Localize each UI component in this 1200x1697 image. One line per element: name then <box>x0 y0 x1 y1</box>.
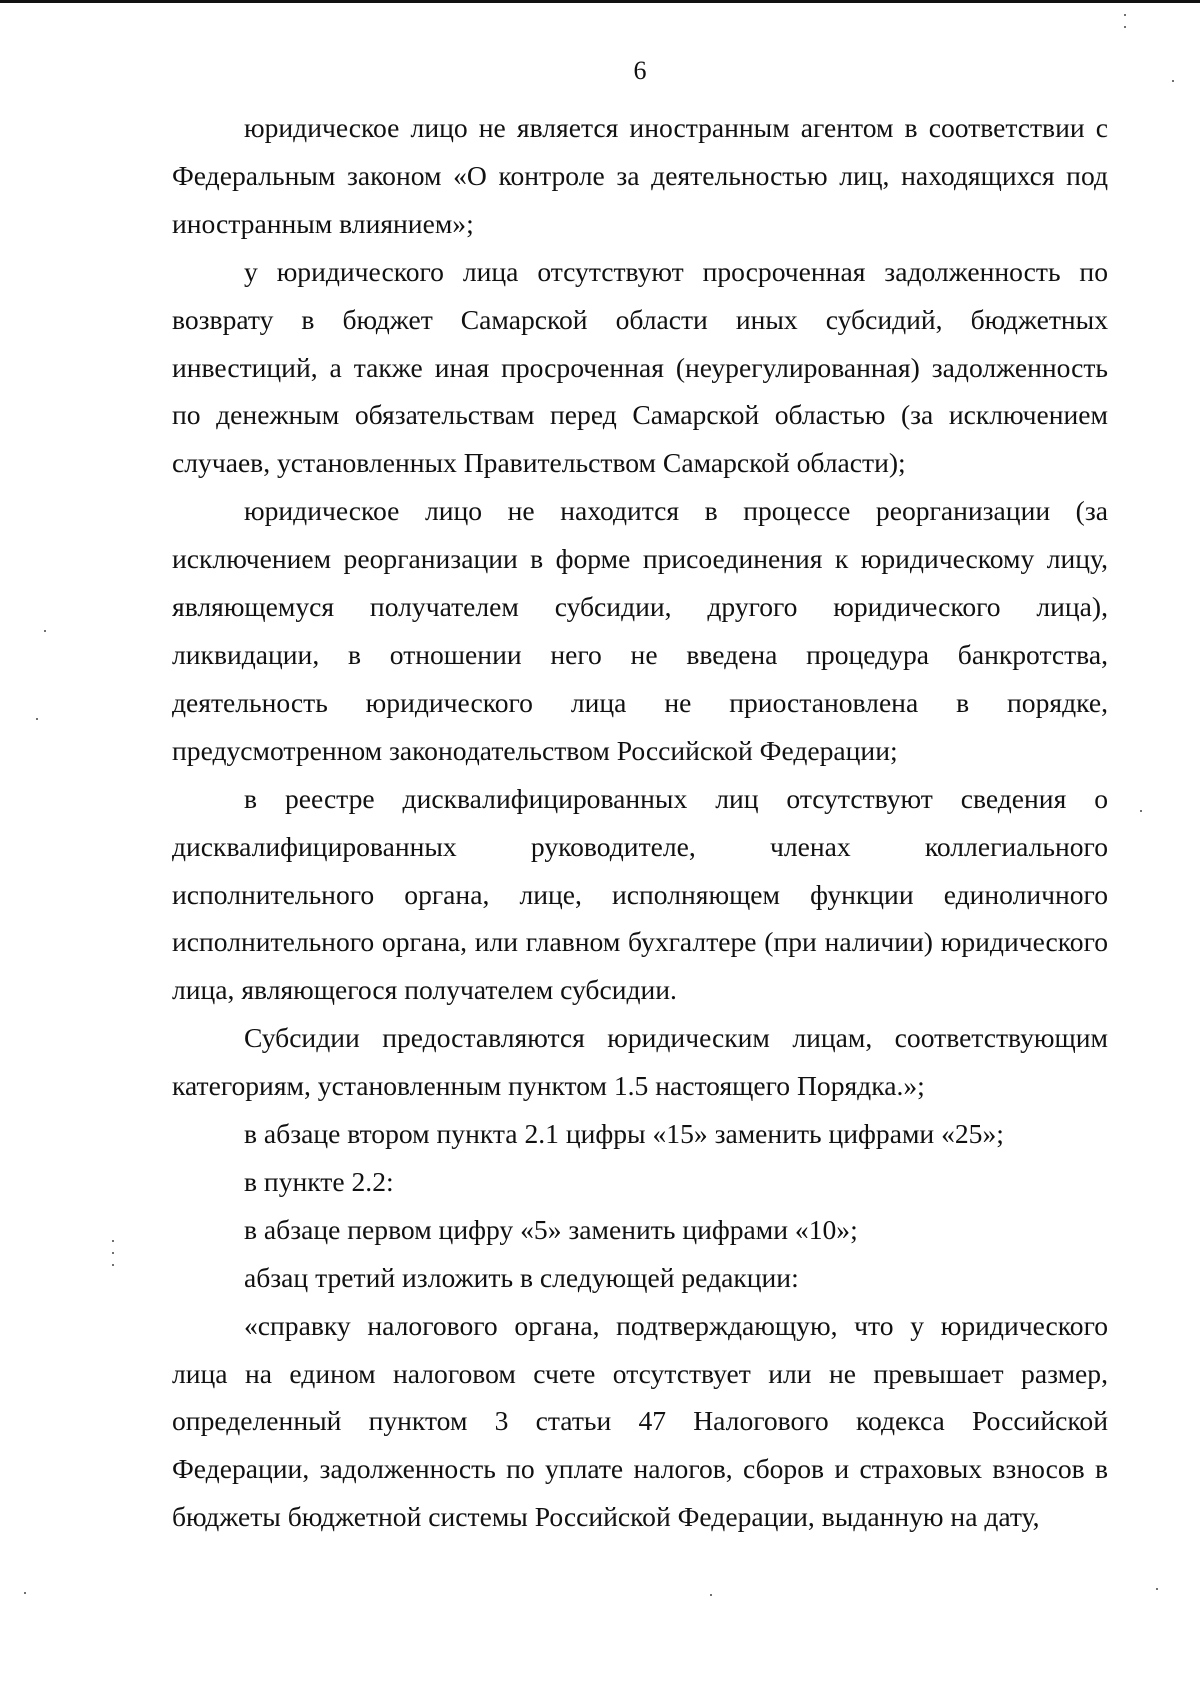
scan-speck <box>112 1252 114 1254</box>
paragraph-first-subparagraph: в абзаце первом цифру «5» заменить цифрами «10»; <box>244 1213 858 1245</box>
scan-speck <box>44 630 46 632</box>
scan-speck <box>24 1592 26 1594</box>
paragraph-overdue-debt: у юридического лица отсутствуют просроченная задолженность по возврату в бюджет Самарской области иных субсидий, бюджетных инвестиций, а также иная просроченная (неурегулированная) задолженность по денежным обязательствам перед Самарской областью (за исключением случаев, установленных Правительством Самарской области); <box>172 255 1108 479</box>
paragraph-tax-certificate: «справку налогового органа, подтверждающую, что у юридического лица на едином налоговом счете отсутствует или не превышает размер, определенный пунктом 3 статьи 47 Налогового кодекса Российской Федерации, задолженность по уплате налогов, сборов и страховых взносов в бюджеты бюджетной системы Российской Федерации, выданную на дату, <box>172 1309 1108 1533</box>
paragraph-foreign-agent: юридическое лицо не является иностранным агентом в соответствии с Федеральным законом «О контроле за деятельностью лиц, находящихся под иностранным влиянием»; <box>172 112 1108 239</box>
scan-speck <box>1124 14 1126 16</box>
scan-speck <box>1140 810 1142 812</box>
paragraph-subsidy-categories: Субсидии предоставляются юридическим лицам, соответствующим категориям, установленным пунктом 1.5 настоящего Порядка.»; <box>172 1022 1108 1102</box>
paragraph-clause-2-2: в пункте 2.2: <box>244 1165 394 1197</box>
top-border-line <box>0 0 1200 3</box>
scan-speck <box>1172 80 1174 82</box>
scan-speck <box>112 1240 114 1242</box>
scan-speck <box>1156 1588 1158 1590</box>
scan-speck <box>710 1594 712 1596</box>
document-body <box>172 104 1108 1541</box>
paragraph-amendment-2-1: в абзаце втором пункта 2.1 цифры «15» заменить цифрами «25»; <box>244 1118 1004 1150</box>
scan-speck <box>36 718 38 720</box>
paragraph-disqualified-persons: в реестре дисквалифицированных лиц отсутствуют сведения о дисквалифицированных руководителе, членах коллегиального исполнительного органа, лице, исполняющем функции единоличного исполнительного органа, или главном бухгалтере (при наличии) юридического лица, являющегося получателем субсидии. <box>172 782 1108 1006</box>
paragraph-third-subparagraph: абзац третий изложить в следующей редакции: <box>244 1261 799 1293</box>
scan-speck <box>1124 26 1126 28</box>
paragraph-reorganization: юридическое лицо не находится в процессе реорганизации (за исключением реорганизации в форме присоединения к юридическому лицу, являющемуся получателем субсидии, другого юридического лица), ликвидации, в отношении него не введена процедура банкротства, деятельность юридического лица не приостановлена в порядке, предусмотренном законодательством Российской Федерации; <box>172 495 1108 766</box>
page-number: 6 <box>633 56 647 85</box>
scan-speck <box>112 1264 114 1266</box>
